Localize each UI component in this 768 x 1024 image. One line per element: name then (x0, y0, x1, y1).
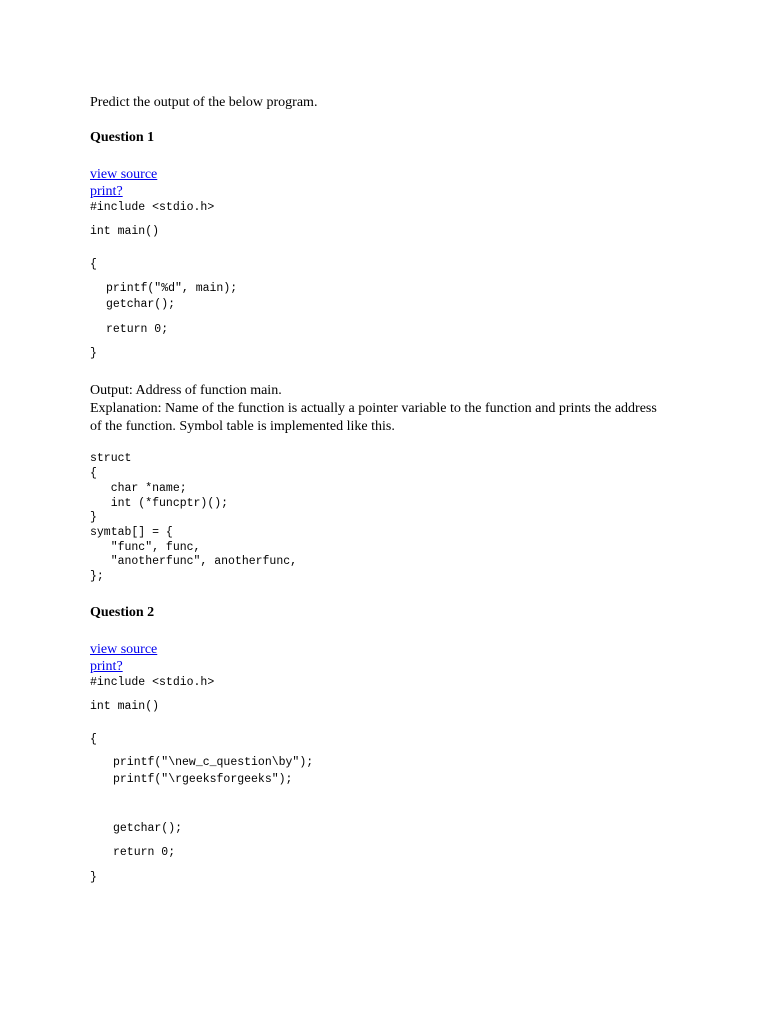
struct-code-line: char *name; (90, 482, 187, 495)
q1-code-line: getchar(); (106, 298, 176, 311)
q2-print-link[interactable]: print? (90, 659, 123, 674)
question-1-heading: Question 1 (90, 130, 155, 145)
q2-code-line: #include <stdio.h> (90, 676, 215, 689)
q2-code-line: int main() (90, 700, 160, 713)
q1-explanation-text: Explanation: Name of the function is actually a pointer variable to the function and prints the address of the function. Symbol table is implemented like this. (90, 401, 657, 434)
struct-code-line: { (90, 467, 97, 480)
intro-text: Predict the output of the below program. (90, 95, 318, 110)
struct-code-line: } (90, 511, 97, 524)
q2-code-line: { (90, 733, 97, 746)
struct-code-line: "anotherfunc", anotherfunc, (90, 555, 298, 568)
q1-code-line: } (90, 347, 97, 360)
q2-code-line: getchar(); (113, 822, 183, 835)
q1-code-line: int main() (90, 225, 160, 238)
struct-code-line: struct (90, 452, 132, 465)
q1-output-text: Output: Address of function main. (90, 383, 282, 398)
q2-code-line: printf("\rgeeksforgeeks"); (113, 773, 293, 786)
q1-view-source-link[interactable]: view source (90, 167, 158, 182)
q2-code-line: return 0; (113, 846, 176, 859)
q1-code-line: { (90, 258, 97, 271)
struct-code-line: }; (90, 570, 104, 583)
struct-code-line: "func", func, (90, 541, 201, 554)
q2-code-line: } (90, 871, 97, 884)
q1-print-link[interactable]: print? (90, 184, 123, 199)
struct-code-line: symtab[] = { (90, 526, 173, 539)
q2-code-line: printf("\new_c_question\by"); (113, 756, 314, 769)
question-2-heading: Question 2 (90, 605, 155, 620)
q1-code-line: printf("%d", main); (106, 282, 238, 295)
struct-code-line: int (*funcptr)(); (90, 497, 229, 510)
q1-code-line: #include <stdio.h> (90, 201, 215, 214)
q1-code-line: return 0; (106, 323, 169, 336)
q2-view-source-link[interactable]: view source (90, 642, 158, 657)
